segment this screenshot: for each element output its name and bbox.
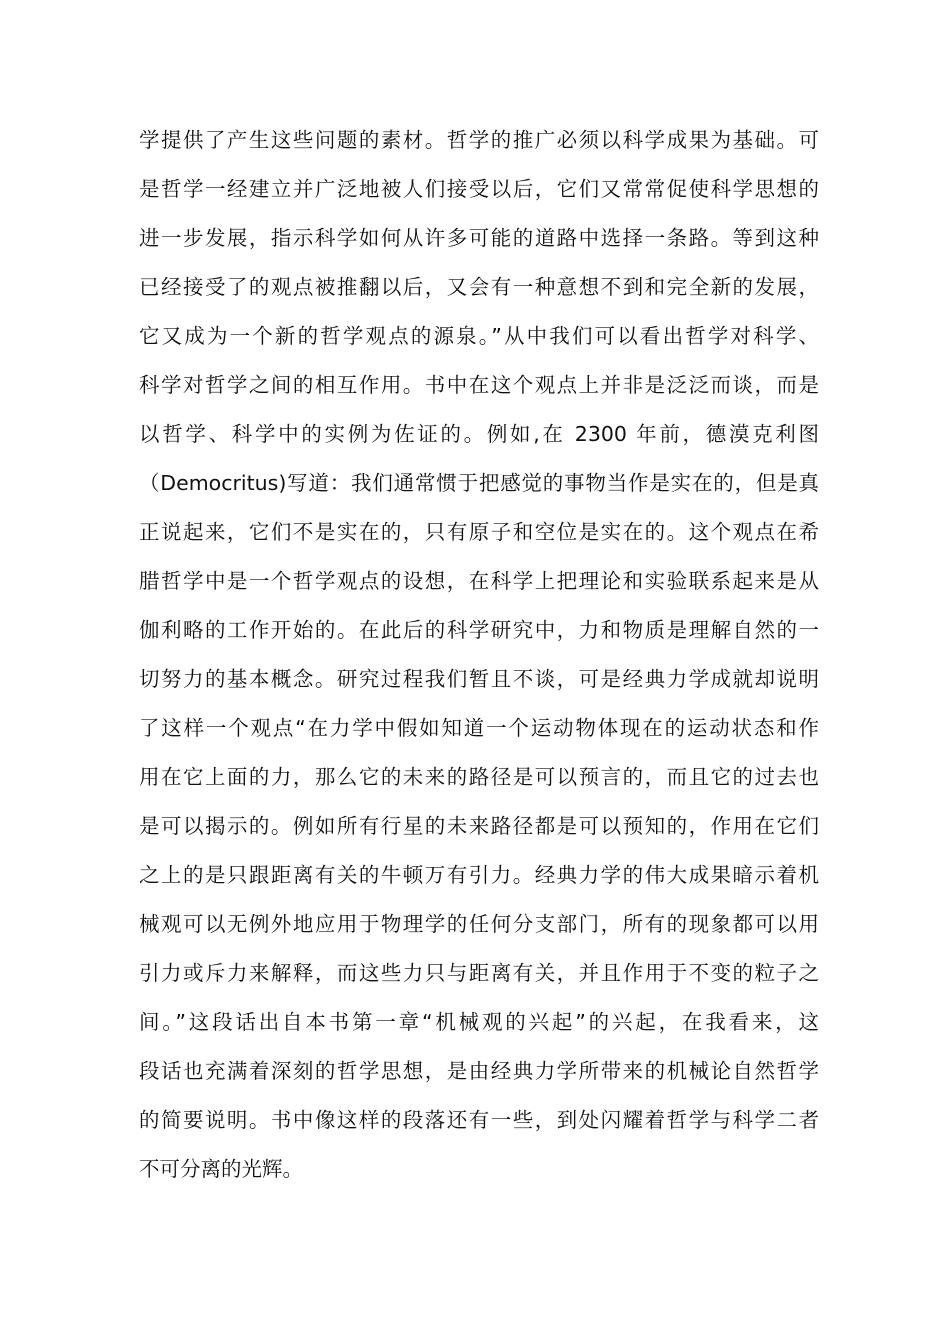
text-line: （Democritus)写道：我们通常惯于把感觉的事物当作是实在的，但是真	[139, 471, 819, 495]
text-line: 是哲学一经建立并广泛地被人们接受以后，它们又常常促使科学思想的	[139, 177, 819, 201]
text-line: 用在它上面的力，那么它的未来的路径是可以预言的，而且它的过去也	[139, 765, 819, 789]
text-line: 它又成为一个新的哲学观点的源泉。”从中我们可以看出哲学对科学、	[139, 324, 819, 348]
text-line: 不可分离的光辉。	[139, 1157, 303, 1181]
text-line: 切努力的基本概念。研究过程我们暂且不谈，可是经典力学成就却说明	[139, 667, 819, 691]
body-paragraph	[139, 116, 819, 1194]
text-line: 了这样一个观点“在力学中假如知道一个运动物体现在的运动状态和作	[139, 716, 819, 740]
text-line: 的简要说明。书中像这样的段落还有一些，到处闪耀着哲学与科学二者	[139, 1108, 819, 1132]
text-line: 已经接受了的观点被推翻以后，又会有一种意想不到和完全新的发展，	[139, 275, 819, 299]
text-line: 进一步发展，指示科学如何从许多可能的道路中选择一条路。等到这种	[139, 226, 819, 250]
text-line: 正说起来，它们不是实在的，只有原子和空位是实在的。这个观点在希	[139, 520, 819, 544]
text-line: 械观可以无例外地应用于物理学的任何分支部门，所有的现象都可以用	[139, 912, 819, 936]
text-line: 间。”这段话出自本书第一章“机械观的兴起”的兴起，在我看来，这	[139, 1010, 819, 1034]
text-line: 之上的是只跟距离有关的牛顿万有引力。经典力学的伟大成果暗示着机	[139, 863, 819, 887]
text-line: 伽利略的工作开始的。在此后的科学研究中，力和物质是理解自然的一	[139, 618, 819, 642]
text-line: 引力或斥力来解释，而这些力只与距离有关，并且作用于不变的粒子之	[139, 961, 819, 985]
text-line: 段话也充满着深刻的哲学思想，是由经典力学所带来的机械论自然哲学	[139, 1059, 819, 1083]
text-line: 腊哲学中是一个哲学观点的设想，在科学上把理论和实验联系起来是从	[139, 569, 819, 593]
text-line: 科学对哲学之间的相互作用。书中在这个观点上并非是泛泛而谈，而是	[139, 373, 819, 397]
text-line: 以哲学、科学中的实例为佐证的。例如,在 2300 年前，德漠克利图	[139, 422, 819, 446]
text-line: 学提供了产生这些问题的素材。哲学的推广必须以科学成果为基础。可	[139, 128, 819, 152]
text-line: 是可以揭示的。例如所有行星的未来路径都是可以预知的，作用在它们	[139, 814, 819, 838]
